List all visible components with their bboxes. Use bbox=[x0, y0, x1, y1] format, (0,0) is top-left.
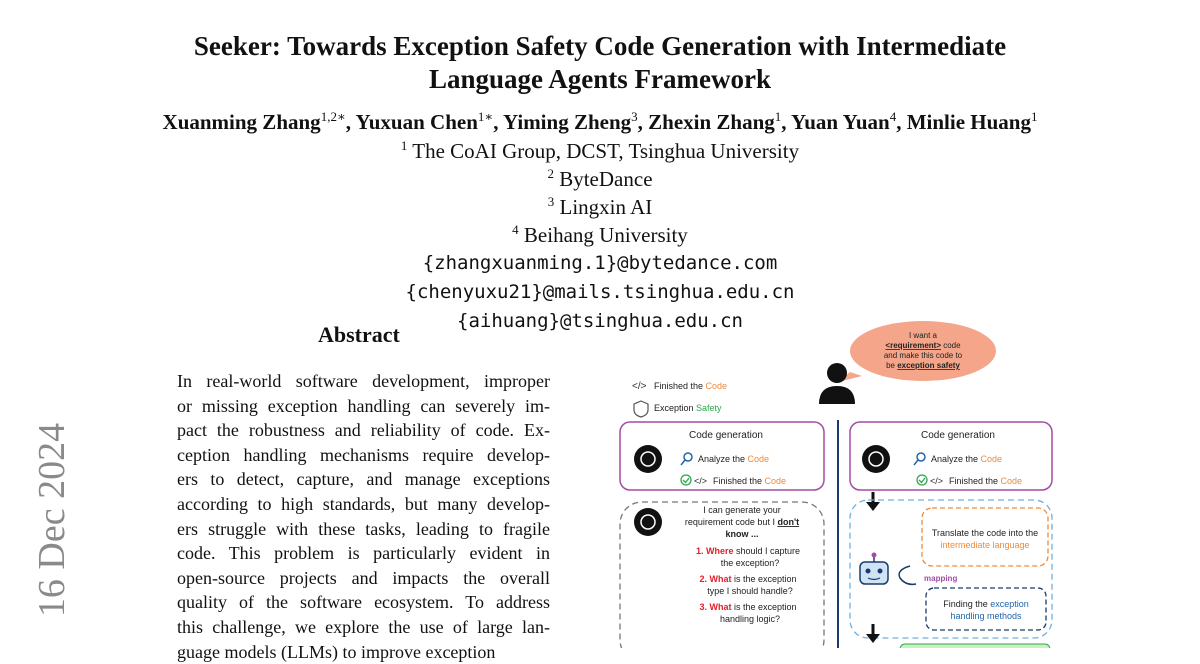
legend bbox=[632, 381, 727, 417]
author-sup: 1∗ bbox=[477, 109, 494, 124]
mapping-curve bbox=[899, 566, 916, 584]
check-circle-icon bbox=[917, 475, 927, 485]
speech-exception-safety: exception safety bbox=[897, 361, 960, 370]
legend-code-highlight: Code bbox=[705, 381, 728, 391]
author-sup: 4 bbox=[889, 109, 897, 124]
question-1-line-2: the exception? bbox=[720, 558, 780, 568]
left-analyze-text: Analyze the bbox=[698, 454, 748, 464]
robot-icon bbox=[860, 553, 888, 585]
author-name: Minlie Huang bbox=[906, 110, 1031, 134]
abstract-line: pact the robustness and reliability of code. Ex- bbox=[177, 420, 550, 441]
speech-be: be bbox=[886, 361, 898, 370]
mapping-label: mapping bbox=[924, 574, 958, 583]
magnifier-icon bbox=[684, 453, 692, 461]
affiliation-sup: 4 bbox=[512, 222, 519, 237]
bubble-line-3: know ... bbox=[725, 529, 759, 539]
affiliation bbox=[0, 194, 1200, 220]
question-3-number: 3. bbox=[699, 602, 707, 612]
question-3-line-2: handling logic? bbox=[719, 614, 781, 624]
right-code-generation-box bbox=[850, 422, 1052, 490]
arxiv-side-stamp bbox=[32, 415, 72, 625]
left-box-title: Code generation bbox=[689, 430, 763, 441]
abstract-heading: Abstract bbox=[318, 322, 400, 347]
email-address: {chenyuxu21}@mails.tsinghua.edu.cn bbox=[405, 281, 795, 303]
abstract-line: this challenge, we explore the use of large lan- bbox=[177, 616, 550, 637]
speech-line-3: and make this code to bbox=[883, 351, 963, 360]
user-speech-bubble bbox=[838, 321, 996, 382]
abstract-line: according to high standards, but many develop- bbox=[177, 493, 550, 514]
down-arrow-icon bbox=[866, 492, 880, 511]
right-box-title: Code generation bbox=[921, 430, 995, 441]
magnifier-icon bbox=[917, 453, 925, 461]
openai-logo-icon bbox=[634, 445, 662, 473]
left-finished-highlight: Code bbox=[764, 476, 787, 486]
affiliation bbox=[0, 138, 1200, 164]
finding-line-2: handling methods bbox=[950, 611, 1022, 621]
affiliation-sup: 2 bbox=[547, 166, 554, 181]
svg-text:Finished the Code bbox=[654, 381, 727, 391]
affiliation-text: Lingxin AI bbox=[559, 195, 653, 219]
openai-logo-icon bbox=[634, 508, 662, 536]
left-finished-text: Finished the bbox=[713, 476, 765, 486]
bubble-line-2: requirement code but I bbox=[684, 517, 778, 527]
question-1-keyword: Where bbox=[705, 546, 734, 556]
svg-text:Analyze the Code bbox=[931, 454, 1002, 464]
svg-text:be exception safety bbox=[886, 361, 960, 370]
openai-logo-icon bbox=[862, 445, 890, 473]
svg-text:2. What is the exception bbox=[699, 574, 796, 584]
affiliation-text: The CoAI Group, DCST, Tsinghua University bbox=[412, 139, 800, 163]
translate-line-1: Translate the code into the bbox=[931, 528, 1039, 538]
question-2-line-2: type I should handle? bbox=[707, 586, 793, 596]
translate-line-2: intermediate language bbox=[940, 540, 1030, 550]
question-2-text: is the exception bbox=[731, 574, 797, 584]
svg-text:Finding the exception bbox=[943, 599, 1029, 609]
code-brackets-icon: </> bbox=[694, 476, 708, 486]
author-sup: 1 bbox=[774, 109, 782, 124]
left-code-generation-box bbox=[620, 422, 824, 490]
speech-requirement: <requirement> bbox=[885, 341, 941, 350]
svg-text:Finished the Code bbox=[713, 476, 786, 486]
user-icon bbox=[819, 363, 855, 404]
affiliation-text: ByteDance bbox=[559, 167, 653, 191]
code-brackets-icon: </> bbox=[632, 381, 647, 392]
email-address: {zhangxuanming.1}@bytedance.com bbox=[422, 252, 778, 274]
abstract-line: ers to detect, capture, and manage exceptions bbox=[177, 469, 550, 490]
affiliation-sup: 3 bbox=[547, 194, 555, 209]
question-1-text: should I capture bbox=[733, 546, 801, 556]
question-2-number: 2. bbox=[699, 574, 707, 584]
finding-highlight: exception bbox=[990, 599, 1029, 609]
title-line-2: Language Agents Framework bbox=[429, 64, 771, 94]
abstract-line: quality of the software ecosystem. To address bbox=[177, 592, 550, 613]
svg-text:Finished the Code bbox=[949, 476, 1022, 486]
check-circle-icon bbox=[681, 475, 691, 485]
svg-text:requirement code but I don't bbox=[685, 517, 799, 527]
abstract-line: In real-world software development, improper bbox=[177, 371, 550, 391]
arxiv-date: 16 Dec 2024 bbox=[31, 422, 73, 618]
svg-text:Analyze the Code bbox=[698, 454, 769, 464]
svg-text:<requirement> code bbox=[885, 341, 961, 350]
question-2-keyword: What bbox=[709, 574, 732, 584]
author-sup: 1,2∗ bbox=[320, 109, 346, 124]
right-analyze-text: Analyze the bbox=[931, 454, 981, 464]
abstract-line: guage models (LLMs) to improve exception bbox=[177, 641, 496, 662]
finding-text: Finding the bbox=[943, 599, 991, 609]
author-name: Yuan Yuan bbox=[791, 110, 890, 134]
author-list: Xuanming Zhang$^{1,2∗}$, Yuxuan Chen$^{1∗}$, Yiming Zheng$^3$, Zhexin Zhang$^1$, Yuan Yuan$^4$, Minlie Huang$^1$ bbox=[162, 109, 1038, 134]
left-analyze-highlight: Code bbox=[747, 454, 770, 464]
author-sup: 3 bbox=[631, 109, 638, 124]
legend-code-text: Finished the bbox=[654, 381, 706, 391]
legend-safety-text: Exception bbox=[654, 403, 697, 413]
code-brackets-icon: </> bbox=[930, 476, 944, 486]
affiliation bbox=[0, 222, 1200, 248]
author-name: Yiming Zheng bbox=[502, 110, 632, 134]
affiliation-sup: 1 bbox=[400, 138, 408, 153]
author-name: Xuanming Zhang bbox=[162, 110, 321, 134]
abstract-line: ception handling mechanisms require develop- bbox=[177, 444, 550, 465]
svg-text:Exception Safety bbox=[654, 403, 722, 413]
left-thought-bubble bbox=[620, 502, 824, 648]
bubble-line-1: I can generate your bbox=[703, 505, 781, 515]
question-1-number: 1. bbox=[695, 546, 704, 556]
email-address: {aihuang}@tsinghua.edu.cn bbox=[457, 310, 743, 332]
question-3-text: is the exception bbox=[731, 602, 797, 612]
affiliation bbox=[0, 166, 1200, 192]
author-name: Zhexin Zhang bbox=[648, 110, 775, 134]
right-process-box bbox=[850, 500, 1052, 638]
svg-text:3. What is the exception bbox=[699, 602, 796, 612]
shield-icon bbox=[634, 401, 648, 417]
overview-figure bbox=[610, 318, 1070, 648]
speech-code: code bbox=[941, 341, 961, 350]
abstract-line: code. This problem is particularly evident in bbox=[177, 543, 550, 564]
paper-title bbox=[0, 30, 1200, 96]
question-3-keyword: What bbox=[709, 602, 732, 612]
bubble-dont: don't bbox=[777, 517, 800, 527]
down-arrow-icon bbox=[866, 624, 880, 643]
next-step-box bbox=[900, 644, 1050, 648]
svg-text:1. Where should I capture bbox=[696, 546, 800, 556]
right-finished-highlight: Code bbox=[1000, 476, 1023, 486]
title-line-1: Seeker: Towards Exception Safety Code Generation with Intermediate bbox=[193, 31, 1007, 61]
speech-line-1: I want a bbox=[908, 331, 938, 340]
abstract-line: open-source projects and impacts the overall bbox=[177, 567, 550, 588]
right-finished-text: Finished the bbox=[949, 476, 1001, 486]
author-sup: 1 bbox=[1030, 109, 1038, 124]
abstract-body bbox=[177, 369, 550, 664]
abstract-line: ers struggle with these tasks, leading to fragile bbox=[177, 518, 550, 539]
right-analyze-highlight: Code bbox=[980, 454, 1003, 464]
legend-safety-highlight: Safety bbox=[696, 403, 722, 413]
author-name: Yuxuan Chen bbox=[355, 110, 478, 134]
abstract-line: or missing exception handling can severely im- bbox=[177, 395, 550, 416]
affiliation-text: Beihang University bbox=[523, 223, 688, 247]
